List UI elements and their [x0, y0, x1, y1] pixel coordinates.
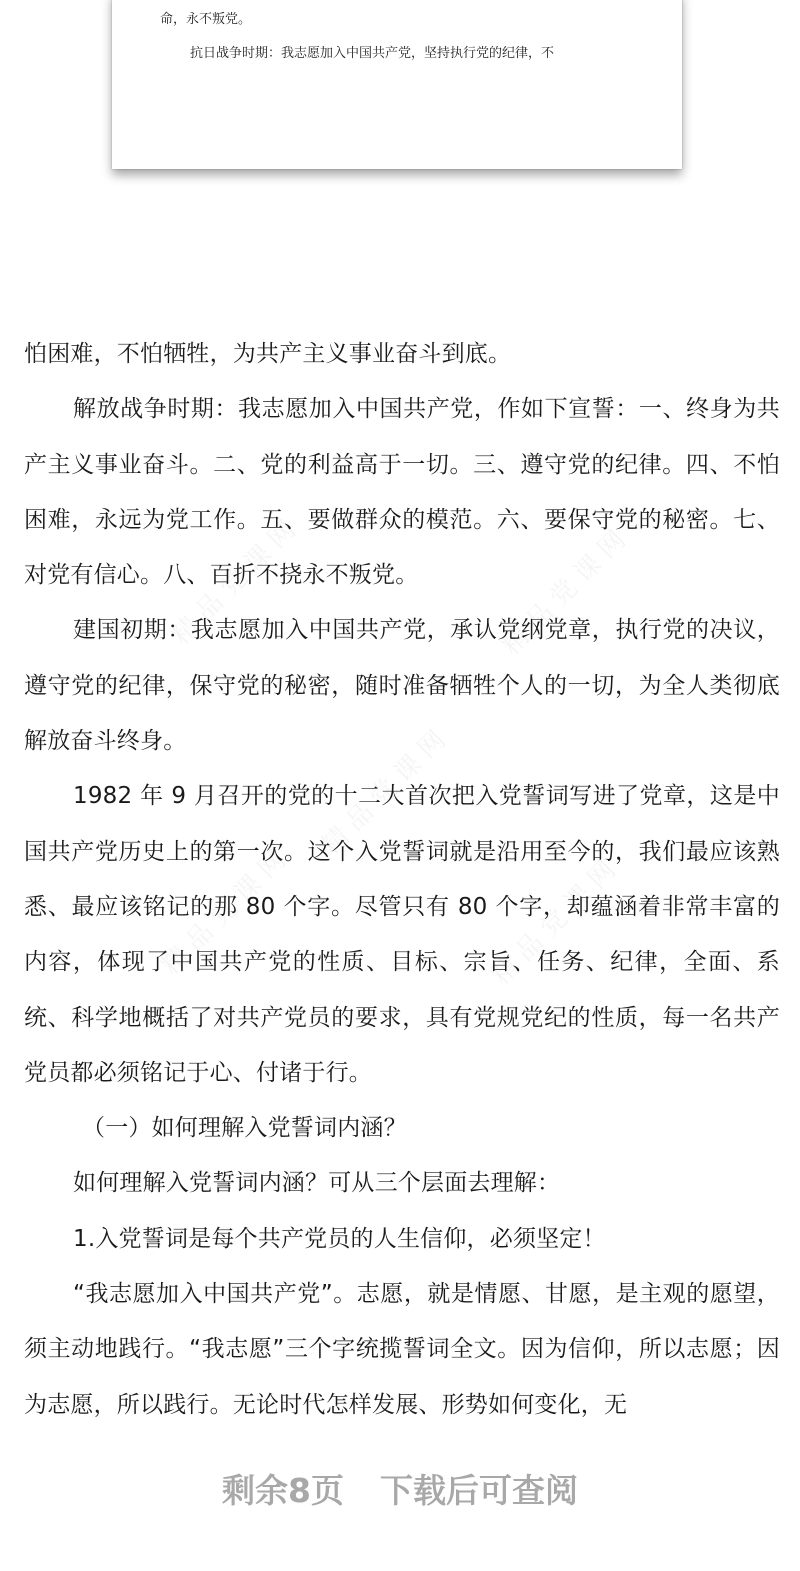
preview-line-1: 命，永不叛党。 [160, 12, 252, 27]
paragraph-intro: 如何理解入党誓词内涵？可从三个层面去理解： [73, 1170, 561, 1197]
paragraph-point-1: 1.入党誓词是每个共产党员的人生信仰，必须坚定！ [73, 1225, 606, 1252]
download-to-view-text: 下载后可查阅 [379, 1471, 578, 1510]
remaining-pages-text: 剩余8页 [222, 1471, 344, 1510]
paragraph-volunteer: “我志愿加入中国共产党”。志愿，就是情愿、甘愿，是主观的愿望，须主动地践行。“我志愿”三个字统揽誓词全文。因为信仰，所以志愿；因为志愿，所以践行。无论时代怎样发展、形势如何变化，无 [24, 1281, 780, 1418]
page-preview-card [112, 0, 682, 169]
document-body [24, 327, 780, 1433]
paragraph-early-prc: 建国初期：我志愿加入中国共产党，承认党纲党章，执行党的决议，遵守党的纪律，保守党的秘密，随时准备牺牲个人的一切，为全人类彻底解放奋斗终身。 [24, 617, 780, 755]
paragraph-liberation-war: 解放战争时期：我志愿加入中国共产党，作如下宣誓：一、终身为共产主义事业奋斗。二、党的利益高于一切。三、遵守党的纪律。四、不怕困难，永远为党工作。五、要做群众的模范。六、要保守党的秘密。七、对党有信心。八、百折不挠永不叛党。 [24, 396, 780, 589]
paragraph-continuation: 怕困难，不怕牺牲，为共产主义事业奋斗到底。 [24, 341, 512, 367]
preview-line-2: 抗日战争时期：我志愿加入中国共产党，坚持执行党的纪律，不 [190, 46, 555, 61]
paragraph-1982: 1982 年 9 月召开的党的十二大首次把入党誓词写进了党章，这是中国共产党历史上的第一次。这个入党誓词就是沿用至今的，我们最应该熟悉、最应该铭记的那 80 个字。尽管只有 80 个字，却蕴涵着非常丰富的内容，体现了中国共产党的性质、目标、宗旨、任务、纪律，全面、系统、科学地概括了对共产党员的要求，具有党规党纪的性质，每一名共产党员都必须铭记于心、付诸于行。 [24, 783, 780, 1086]
section-heading: （一）如何理解入党誓词内涵？ [82, 1115, 407, 1142]
download-prompt[interactable] [0, 1465, 800, 1512]
